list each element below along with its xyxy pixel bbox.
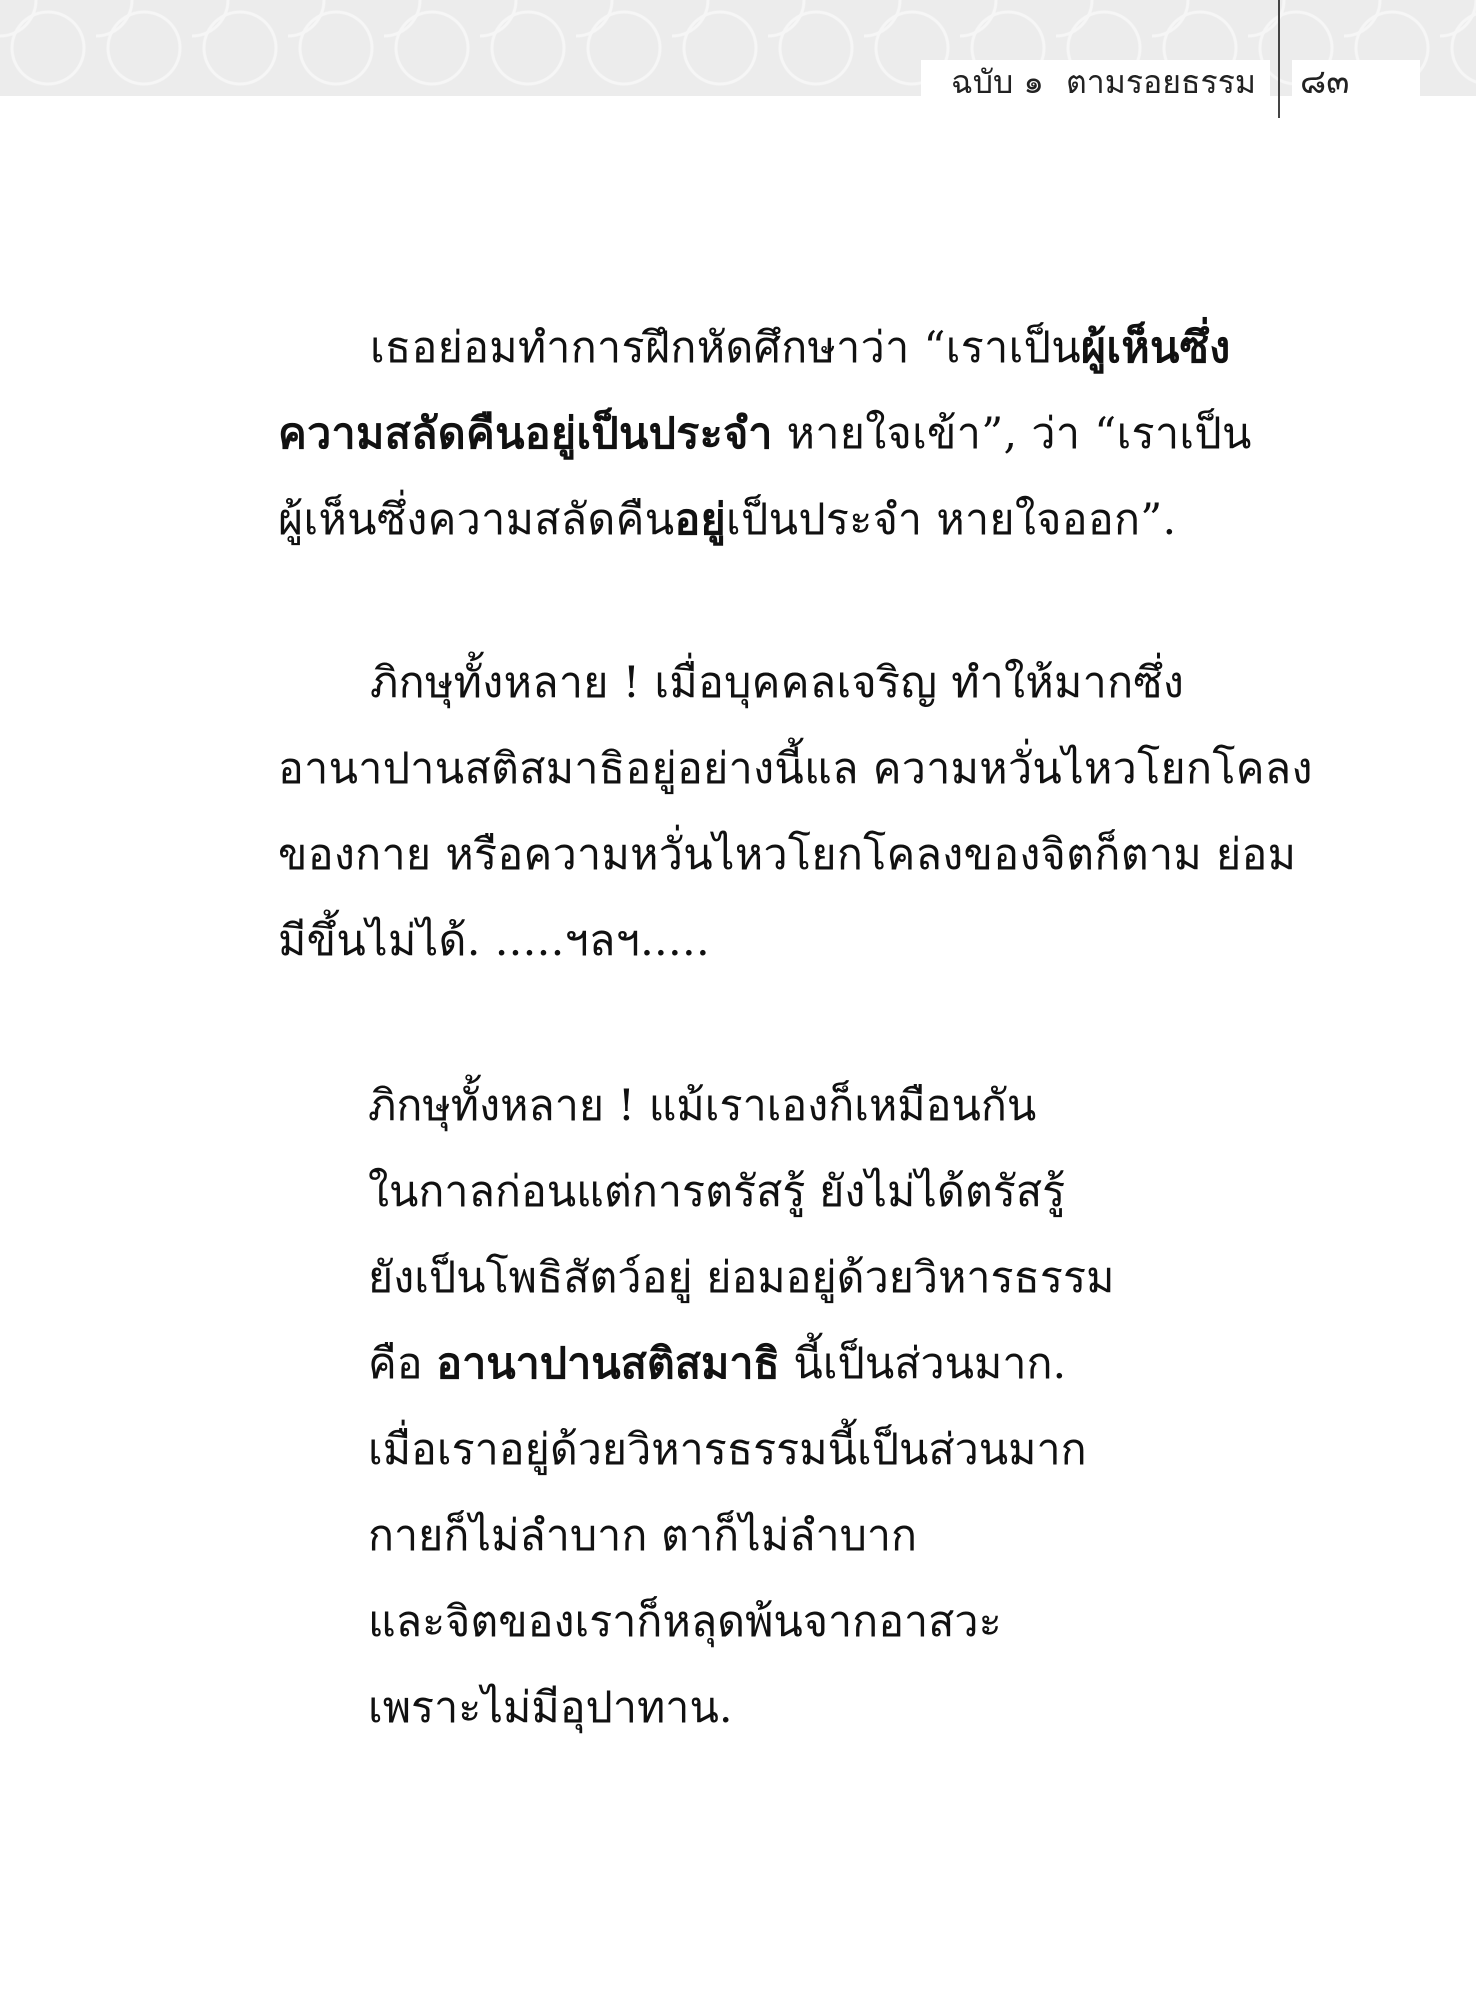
text-run: เธอย่อมทำการฝึกหัดศึกษาว่า “เราเป็น: [370, 323, 1081, 373]
bold-text-run: ความสลัดคืนอยู่เป็นประจำ: [278, 409, 773, 459]
edition-label: ฉบับ ๑: [950, 63, 1044, 101]
text-run: คือ: [368, 1339, 437, 1389]
paragraph-line: ภิกษุทั้งหลาย ! เมื่อบุคคลเจริญ ทำให้มากซึ่ง: [370, 658, 1185, 708]
verse-line: ภิกษุทั้งหลาย ! แม้เราเองก็เหมือนกัน: [368, 1081, 1037, 1131]
header-divider: [1278, 0, 1280, 118]
verse-line: เพราะไม่มีอุปาทาน.: [368, 1683, 733, 1733]
text-run: เป็นประจำ หายใจออก”.: [726, 495, 1177, 545]
paragraph-line: [278, 477, 1278, 563]
verse-line: กายก็ไม่ลำบาก ตาก็ไม่ลำบาก: [368, 1511, 918, 1561]
verse-line: และจิตของเราก็หลุดพ้นจากอาสวะ: [368, 1597, 1002, 1647]
bold-text-run: ผู้เห็นซึ่ง: [1080, 323, 1231, 373]
text-run: นี้เป็นส่วนมาก.: [779, 1339, 1067, 1389]
paragraph-monks-address: [278, 640, 1313, 984]
bold-text-run: อยู่: [674, 495, 727, 545]
paragraph-line: มีขึ้นไม่ได้. .....ฯลฯ.....: [278, 916, 710, 966]
verse-line: ยังเป็นโพธิสัตว์อยู่ ย่อมอยู่ด้วยวิหารธรรม: [368, 1253, 1115, 1303]
text-run: ผู้เห็นซึ่งความสลัดคืน: [278, 495, 675, 545]
bold-text-run: อานาปานสติสมาธิ: [436, 1339, 780, 1389]
paragraph-line: [278, 305, 1278, 391]
book-title: ตามรอยธรรม: [1066, 63, 1256, 101]
paragraph-line: [278, 391, 1278, 477]
verse-line: [368, 1321, 1268, 1407]
page-number: ๘๓: [1292, 60, 1420, 104]
verse-line: ในกาลก่อนแต่การตรัสรู้ ยังไม่ได้ตรัสรู้: [368, 1167, 1066, 1217]
paragraph-line: อานาปานสติสมาธิอยู่อย่างนี้แล ความหวั่นไหวโยกโคลง: [278, 744, 1313, 794]
running-header: [921, 60, 1270, 104]
text-run: หายใจเข้า”, ว่า “เราเป็น: [772, 409, 1252, 459]
paragraph-line: ของกาย หรือความหวั่นไหวโยกโคลงของจิตก็ตาม ย่อม: [278, 830, 1297, 880]
verse-block: [368, 1063, 1268, 1751]
verse-line: เมื่อเราอยู่ด้วยวิหารธรรมนี้เป็นส่วนมาก: [368, 1425, 1087, 1475]
paragraph-breathing-practice: [278, 305, 1278, 563]
